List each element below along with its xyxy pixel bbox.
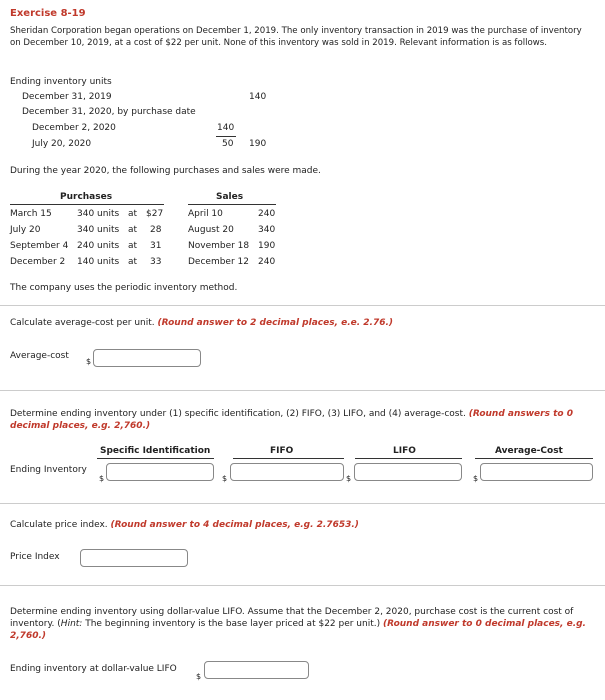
q3-prompt [10,520,359,530]
purchase-cost: 31 [150,241,162,251]
transactions-intro: During the year 2020, the following purchases and sales were made. [10,166,321,176]
dec2-label: December 2, 2020 [32,123,116,133]
q2-prompt [10,408,594,432]
method-note: The company uses the periodic inventory method. [10,283,238,293]
q4-prompt-text-b: The beginning inventory is the base layer priced at $22 per unit.) [82,619,381,629]
sale-date: August 20 [188,225,234,235]
average-cost-currency: $ [86,357,92,366]
col-average-cost: Average-Cost [495,446,563,456]
sale-units: 340 [258,225,276,235]
ending-units-heading: Ending inventory units [10,77,112,87]
average-cost-label: Average-cost [10,351,69,361]
q1-prompt [10,318,393,328]
purchase-at: at [128,257,138,267]
sale-date: December 12 [188,257,249,267]
ending-inventory-label: Ending Inventory [10,465,87,475]
dollar-value-lifo-currency: $ [196,672,202,681]
purchase-date: December 2 [10,257,66,267]
purchase-cost: $27 [146,209,164,219]
q2-prompt-text: Determine ending inventory under (1) specific identification, (2) FIFO, (3) LIFO, and (4) average-cost. [10,409,466,419]
q3-hint: (Round answer to 4 decimal places, e.g. 2.7653.) [110,520,359,530]
purchase-units: 240 units [77,241,120,251]
purchases-header-rule [10,204,164,205]
sales-header: Sales [216,192,244,202]
exercise-title: Exercise 8-19 [10,8,86,19]
specific-identification-input[interactable] [106,463,214,481]
purchase-units: 340 units [77,209,120,219]
average-cost-col-currency: $ [473,474,479,483]
section-divider [0,390,605,391]
dollar-value-lifo-label: Ending inventory at dollar-value LIFO [10,664,177,674]
lifo-input[interactable] [354,463,462,481]
lifo-currency: $ [346,474,352,483]
subtotal-rule [216,136,236,137]
dec31-2020-label: December 31, 2020, by purchase date [22,107,196,117]
header-rule [97,458,214,459]
q4-prompt [10,606,594,642]
q4-hint: (Round answer to 0 decimal places, e.g. 2,760.) [10,619,586,641]
sales-header-rule [188,204,276,205]
dec31-2019-label: December 31, 2019 [22,92,112,102]
q1-prompt-text: Calculate average-cost per unit. [10,318,155,328]
purchase-cost: 33 [150,257,162,267]
price-index-input[interactable] [80,549,188,567]
q1-hint: (Round answer to 2 decimal places, e.e. 2.76.) [157,318,394,328]
purchase-at: at [128,241,138,251]
specific-id-currency: $ [99,474,105,483]
dollar-value-lifo-input[interactable] [204,661,309,679]
fifo-currency: $ [222,474,228,483]
col-specific-identification: Specific Identification [100,446,211,456]
average-cost-input[interactable] [93,349,201,367]
total-units-value: 190 [249,139,267,149]
col-lifo: LIFO [393,446,416,456]
purchase-units: 340 units [77,225,120,235]
average-cost-inventory-input[interactable] [480,463,593,481]
purchase-units: 140 units [77,257,120,267]
header-rule [475,458,593,459]
header-rule [355,458,462,459]
col-fifo: FIFO [270,446,294,456]
purchase-date: September 4 [10,241,69,251]
sale-units: 190 [258,241,276,251]
dec2-value: 140 [217,123,235,133]
jul20-value: 50 [222,139,234,149]
section-divider [0,503,605,504]
q4-hint-word: Hint: [60,619,83,629]
header-rule [233,458,344,459]
q4-prompt-text-a: Determine ending inventory using dollar-value LIFO. Assume that the December 2, 2020, purchase cost is the current cost of inventory. ( [10,607,574,629]
purchase-date: July 20 [10,225,41,235]
fifo-input[interactable] [230,463,344,481]
sale-date: November 18 [188,241,250,251]
dec31-2019-value: 140 [249,92,267,102]
section-divider [0,585,605,586]
section-divider [0,305,605,306]
q2-hint: (Round answers to 0 decimal places, e.g. 2,760.) [10,409,573,431]
q3-prompt-text: Calculate price index. [10,520,108,530]
exercise-intro: Sheridan Corporation began operations on December 1, 2019. The only inventory transaction in 2019 was the purchase of inventory on December 10, 2019, at a cost of $22 per unit. None of this inventory was sold in 2019. Relevant information is as follows. [10,26,582,48]
price-index-label: Price Index [10,552,60,562]
purchase-at: at [128,209,138,219]
purchase-date: March 15 [10,209,52,219]
purchases-header: Purchases [60,192,113,202]
purchase-at: at [128,225,138,235]
purchase-cost: 28 [150,225,162,235]
sale-units: 240 [258,209,276,219]
sale-units: 240 [258,257,276,267]
jul20-label: July 20, 2020 [32,139,92,149]
sale-date: April 10 [188,209,223,219]
